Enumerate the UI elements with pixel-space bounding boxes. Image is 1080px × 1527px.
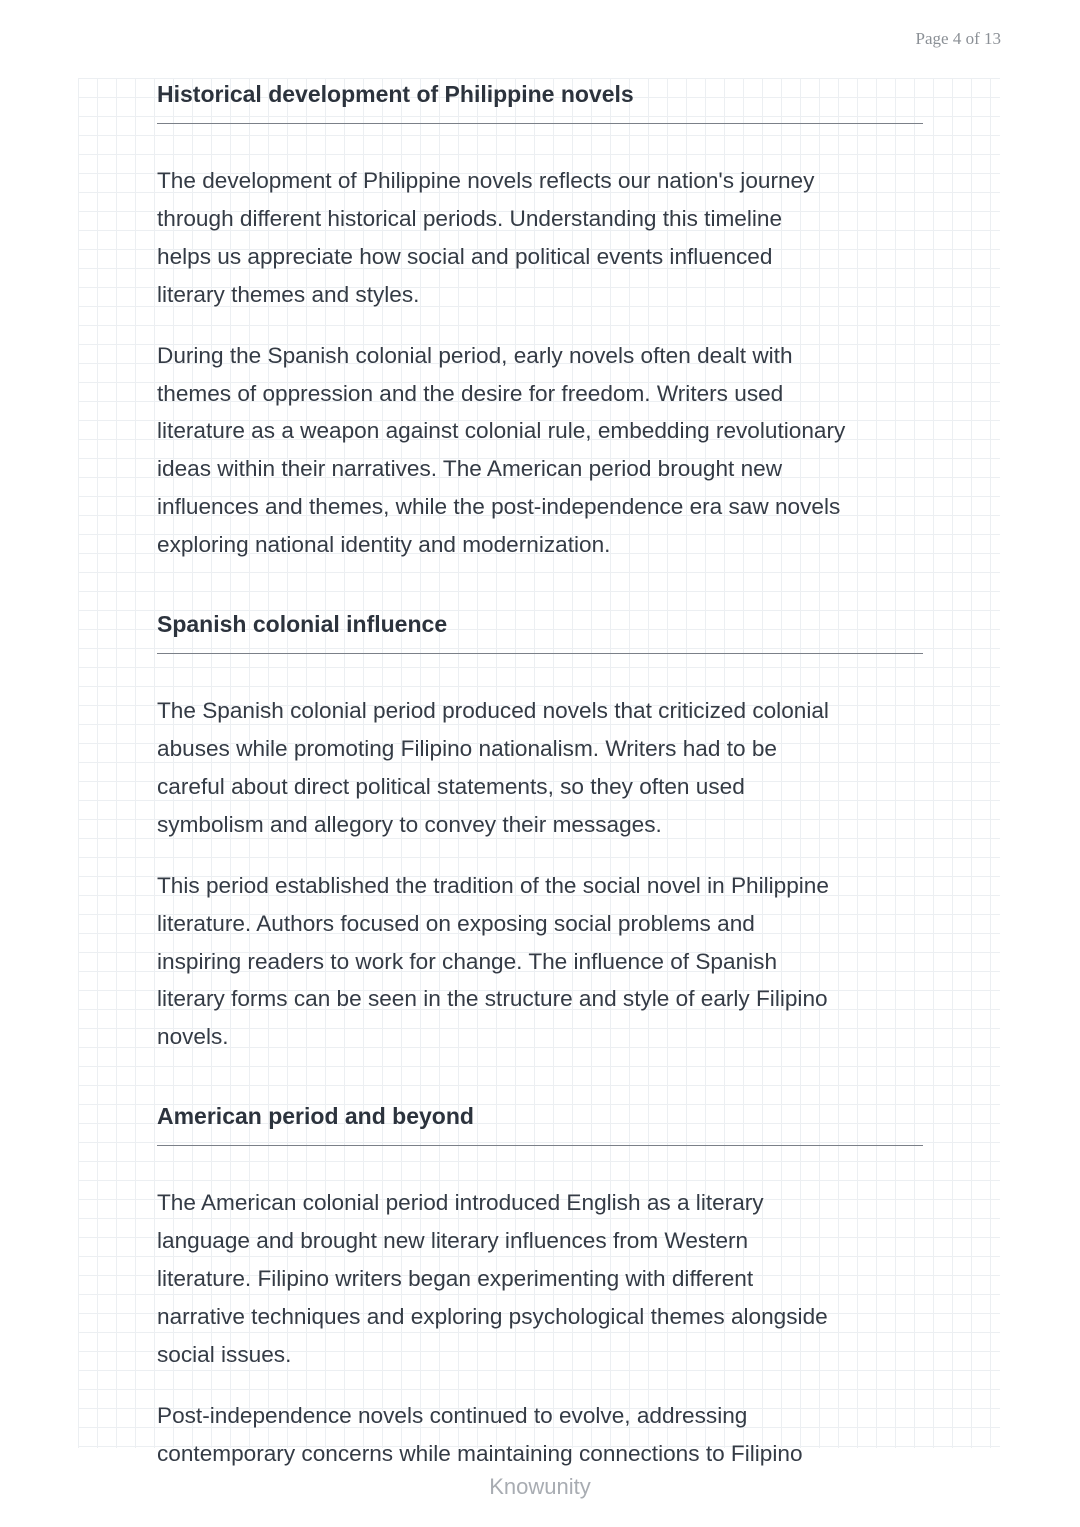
section-spanish-colonial-influence: [157, 608, 923, 1056]
paragraph: This period established the tradition of the social novel in Philippine literature. Authors focused on exposing social problems and inspiring readers to work for change. The influence of Spanish literary forms can be seen in the structure and style of early Filipino novels.: [157, 872, 829, 1050]
page-indicator: Page 4 of 13: [915, 29, 1001, 48]
paragraph: Post-independence novels continued to evolve, addressing contemporary concerns while maintaining connections to Filipino: [157, 1402, 803, 1466]
paragraph: During the Spanish colonial period, early novels often dealt with themes of oppression and the desire for freedom. Writers used literature as a weapon against colonial rule, embedding revolutionary ideas within their narratives. The American period brought new influences and themes, while the post-independence era saw novels exploring national identity and modernization.: [157, 342, 846, 558]
section-heading: Spanish colonial influence: [157, 608, 923, 654]
section-historical-development: [157, 78, 923, 564]
paragraph: The Spanish colonial period produced novels that criticized colonial abuses while promoting Filipino nationalism. Writers had to be careful about direct political statements, so they often used symbolism and allegory to convey their messages.: [157, 698, 829, 837]
section-heading: American period and beyond: [157, 1100, 923, 1146]
footer-brand-logo: Knowunity: [489, 1474, 591, 1499]
paragraph: The American colonial period introduced English as a literary language and brought new literary influences from Western literature. Filipino writers began experimenting with different narrative techniques and exploring psychological themes alongside social issues.: [157, 1190, 828, 1367]
section-american-period: [157, 1100, 923, 1472]
document-body: [157, 78, 923, 1473]
section-heading: Historical development of Philippine novels: [157, 78, 923, 124]
paragraph: The development of Philippine novels reflects our nation's journey through different historical periods. Understanding this timeline helps us appreciate how social and political events influenced literary themes and styles.: [157, 168, 815, 307]
